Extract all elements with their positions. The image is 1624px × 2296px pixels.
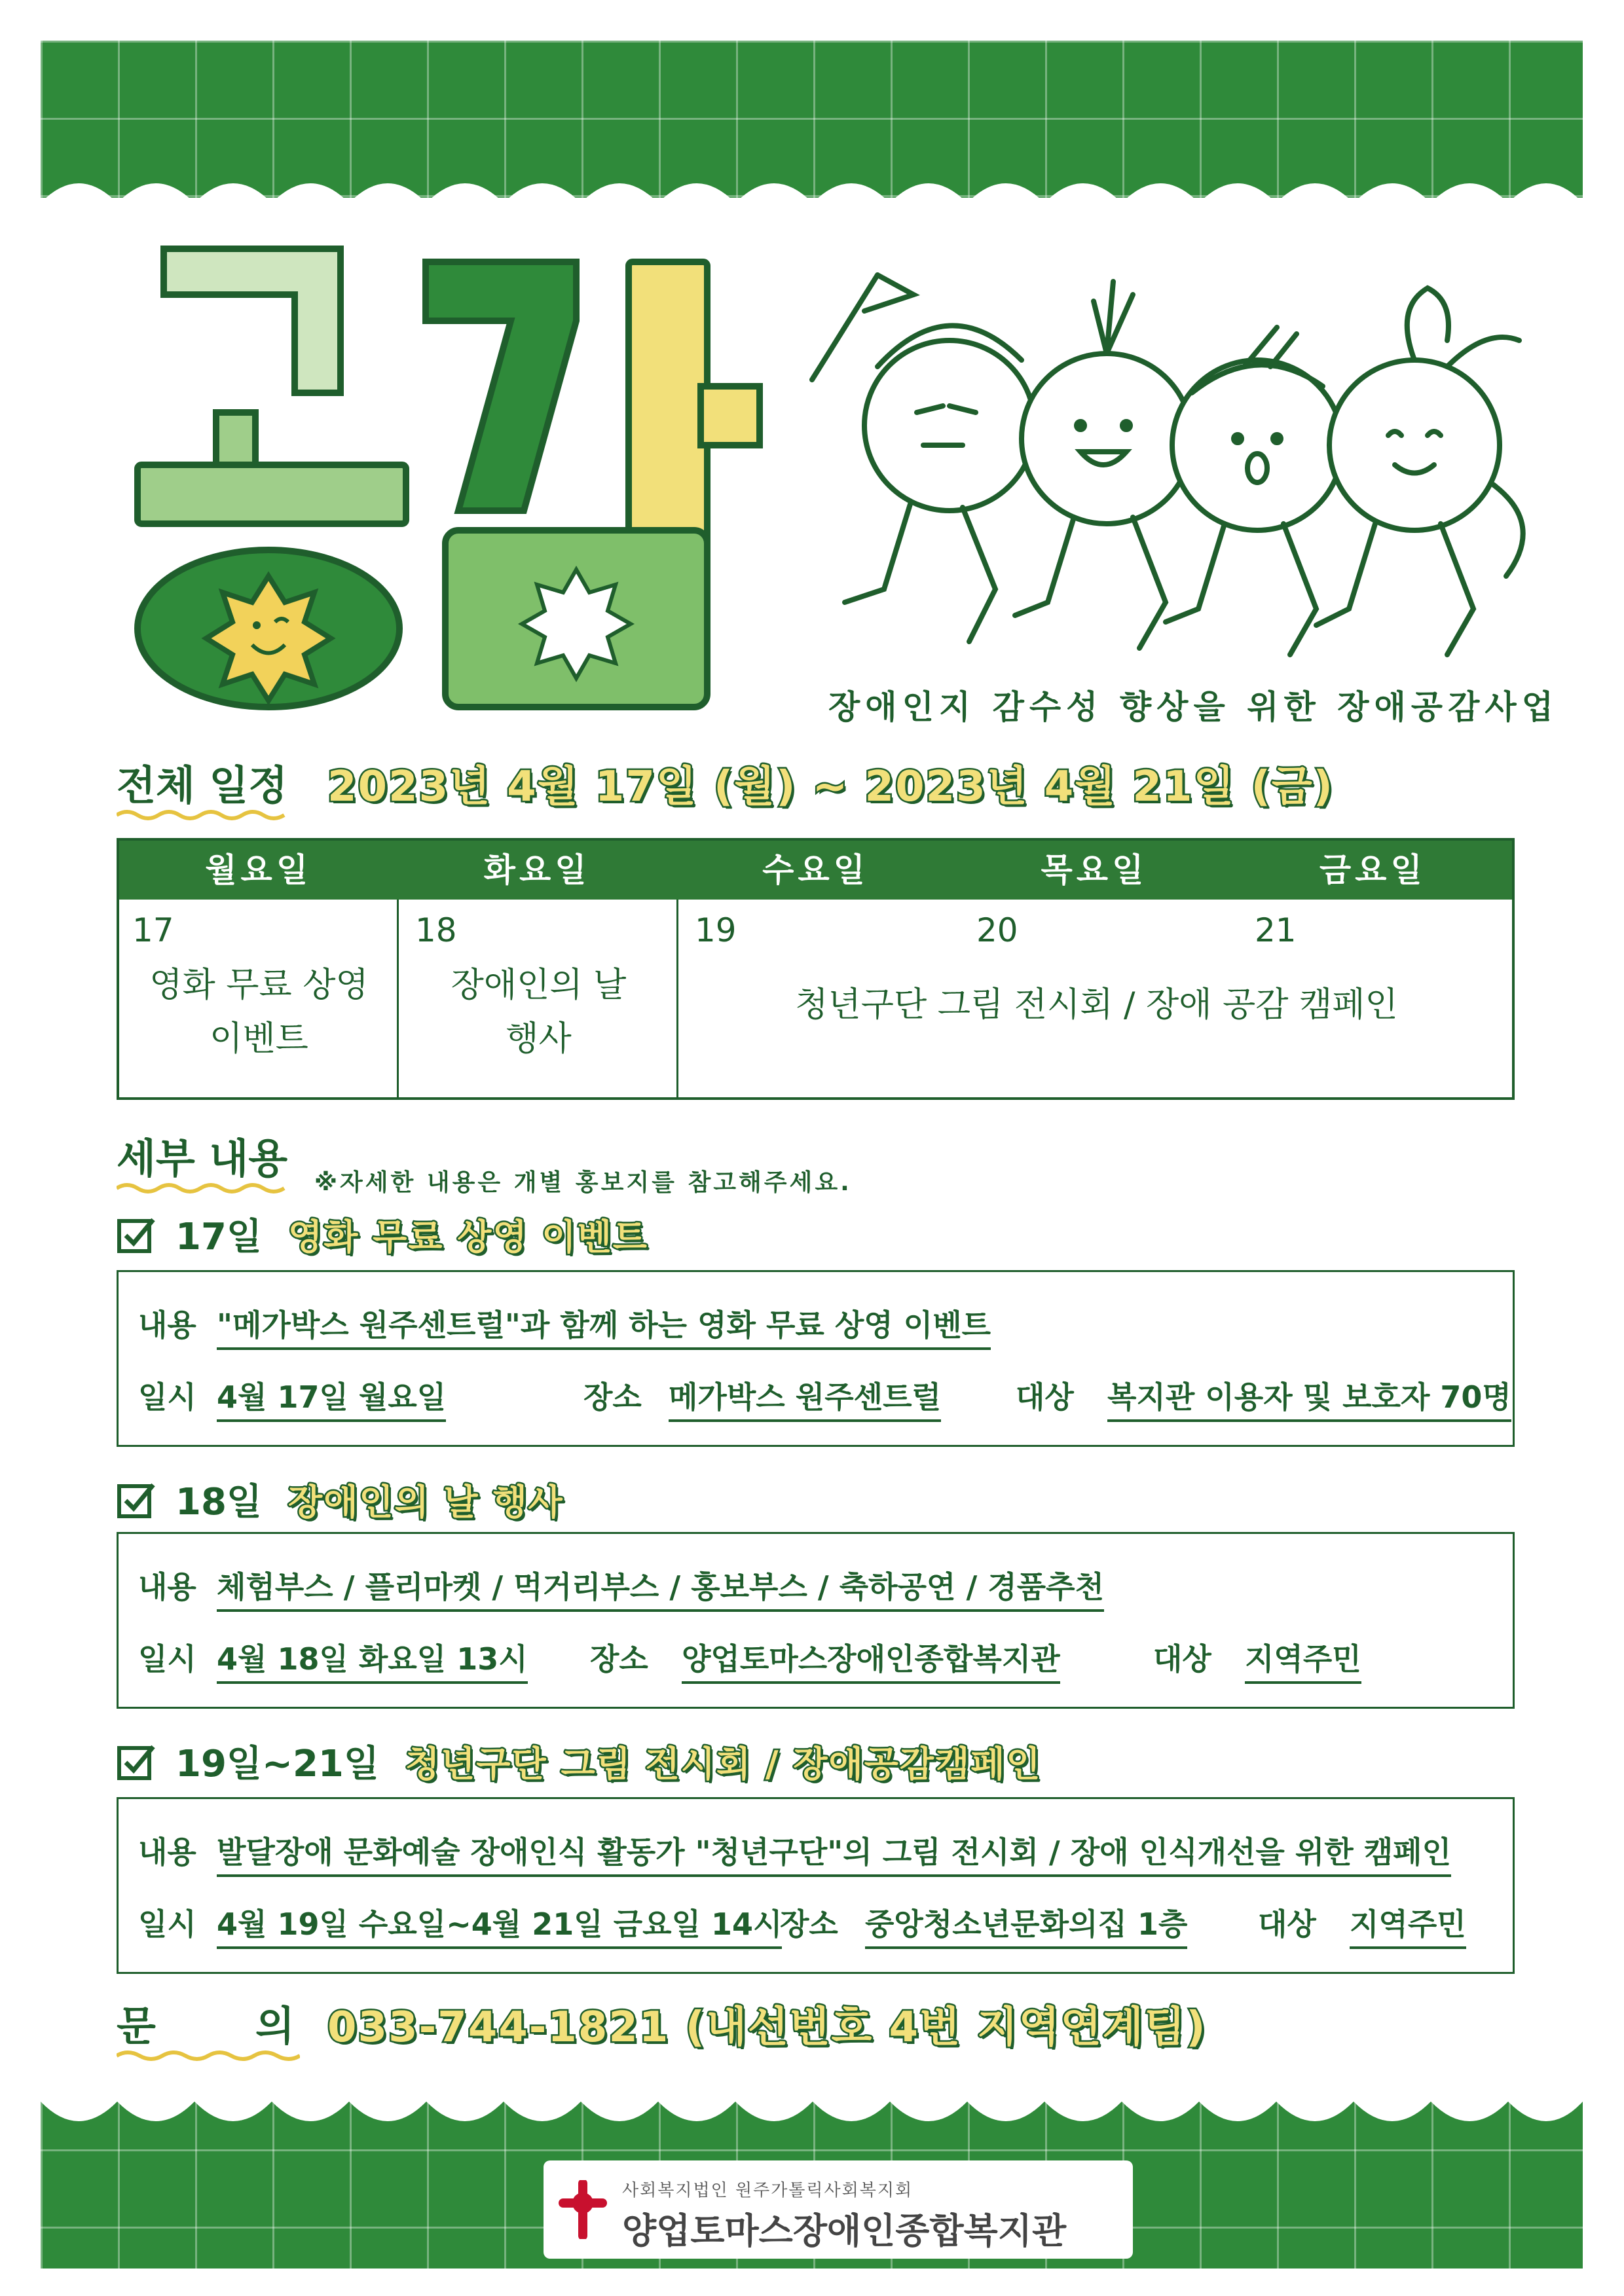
event1-box: [117, 1270, 1515, 1447]
event2-datetime-label: 일시: [138, 1641, 196, 1677]
title-char-mieum: [445, 530, 707, 707]
checkbox-icon: [117, 1741, 156, 1781]
event3-target-label: 대상: [1258, 1906, 1316, 1942]
details-wavy-underline: [117, 1182, 287, 1195]
day-header-mon: 월요일: [205, 851, 312, 889]
day-header-fri: 금요일: [1319, 851, 1426, 889]
footer-org: [544, 2160, 1133, 2259]
details-note: ※자세한 내용은 개별 홍보지를 참고해주세요.: [314, 1169, 852, 1196]
event2-place: 양업토마스장애인종합복지관: [682, 1635, 1060, 1684]
contact-label-b: 의: [255, 2002, 295, 2050]
bottom-scallop: [41, 2069, 1583, 2141]
tue-line1: 장애인의 날: [451, 966, 627, 1005]
event1-datetime: 4월 17일 월요일: [217, 1374, 446, 1422]
schedule-header: [119, 841, 1512, 900]
date-mon: 17: [132, 911, 174, 949]
title-graphic: [118, 236, 786, 720]
org-sub-name: 사회복지법인 원주가톨릭사회복지회: [622, 2181, 913, 2200]
tue-line2: 행사: [506, 1019, 572, 1059]
event2-datetime: 4월 18일 화요일 13시: [217, 1635, 528, 1684]
event3-datetime: 4월 19일 수요일~4월 21일 금요일 14시: [217, 1901, 782, 1949]
event2-place-label: 장소: [590, 1641, 648, 1677]
schedule-cell-wed-fri: [678, 900, 1515, 1100]
event1-day: 17일: [175, 1216, 263, 1258]
schedule-cell-tue: [399, 900, 678, 1100]
overall-period: 2023년 4월 17일 (월) ~ 2023년 4월 21일 (금): [327, 763, 1334, 811]
schedule-cell-mon: [119, 900, 399, 1100]
schedule-table: [117, 838, 1515, 1100]
event1-target-label: 대상: [1016, 1379, 1074, 1415]
event3-datetime-label: 일시: [138, 1906, 196, 1942]
event1-place-label: 장소: [583, 1379, 642, 1415]
event2-content: 체험부스 / 플리마켓 / 먹거리부스 / 홍보부스 / 축하공연 / 경품추천: [217, 1563, 1104, 1612]
event2-target-label: 대상: [1153, 1641, 1211, 1677]
contact-wavy-underline: [117, 2049, 300, 2062]
event1-content-label: 내용: [138, 1307, 196, 1343]
top-scallop: [41, 164, 1583, 236]
checkbox-icon: [117, 1214, 156, 1254]
checkbox-icon: [117, 1480, 156, 1519]
event3-day: 19일~21일: [175, 1743, 379, 1785]
details-label: 세부 내용: [117, 1135, 288, 1182]
event3-target: 지역주민: [1350, 1901, 1466, 1949]
event2-content-label: 내용: [138, 1569, 196, 1605]
event3-title: 청년구단 그림 전시회 / 장애공감캠페인: [405, 1743, 1042, 1785]
date-tue: 18: [415, 911, 457, 949]
mon-line2: 이벤트: [210, 1019, 308, 1059]
contact-phone[interactable]: 033-744-1821 (내선번호 4번 지역연계팀): [327, 2003, 1207, 2052]
event2-target: 지역주민: [1245, 1635, 1361, 1684]
overall-wavy-underline: [117, 809, 287, 822]
event2-title: 장애인의 날 행사: [288, 1481, 564, 1523]
event1-title: 영화 무료 상영 이벤트: [288, 1216, 648, 1258]
event2-box: [117, 1532, 1515, 1709]
contact-label-a: 문: [117, 2002, 156, 2050]
event3-content: 발달장애 문화예술 장애인식 활동가 "청년구단"의 그림 전시회 / 장애 인식개선을 위한 캠페인: [217, 1829, 1451, 1877]
event3-box: [117, 1797, 1515, 1974]
event2-day: 18일: [175, 1481, 263, 1523]
day-header-wed: 수요일: [762, 851, 869, 889]
event2-heading: [117, 1473, 564, 1525]
event3-heading: [117, 1735, 1042, 1787]
overall-label: 전체 일정: [117, 761, 288, 809]
event1-datetime-label: 일시: [138, 1379, 196, 1415]
date-wed: 19: [695, 911, 737, 949]
event1-target: 복지관 이용자 및 보호자 70명: [1107, 1374, 1511, 1422]
event3-content-label: 내용: [138, 1834, 196, 1870]
date-thu: 20: [976, 911, 1018, 949]
day-header-thu: 목요일: [1041, 851, 1148, 889]
mon-line1: 영화 무료 상영: [149, 966, 369, 1005]
event1-heading: [117, 1208, 648, 1260]
date-fri: 21: [1255, 911, 1297, 949]
event1-content: "메가박스 원주센트럴"과 함께 하는 영화 무료 상영 이벤트: [217, 1302, 991, 1350]
org-name: 양업토마스장애인종합복지관: [622, 2210, 1067, 2251]
event3-place-label: 장소: [780, 1906, 838, 1942]
day-header-tue: 화요일: [483, 851, 591, 889]
title-char-gong: [138, 249, 406, 707]
characters-illustration: [799, 249, 1552, 668]
wed-fri-text: 청년구단 그림 전시회 / 장애 공감 캠페인: [795, 985, 1398, 1025]
subtitle: 장애인지 감수성 향상을 위한 장애공감사업: [828, 688, 1559, 726]
org-logo-icon: [557, 2180, 609, 2239]
event3-place: 중앙청소년문화의집 1층: [865, 1901, 1187, 1949]
event1-place: 메가박스 원주센트럴: [669, 1374, 941, 1422]
